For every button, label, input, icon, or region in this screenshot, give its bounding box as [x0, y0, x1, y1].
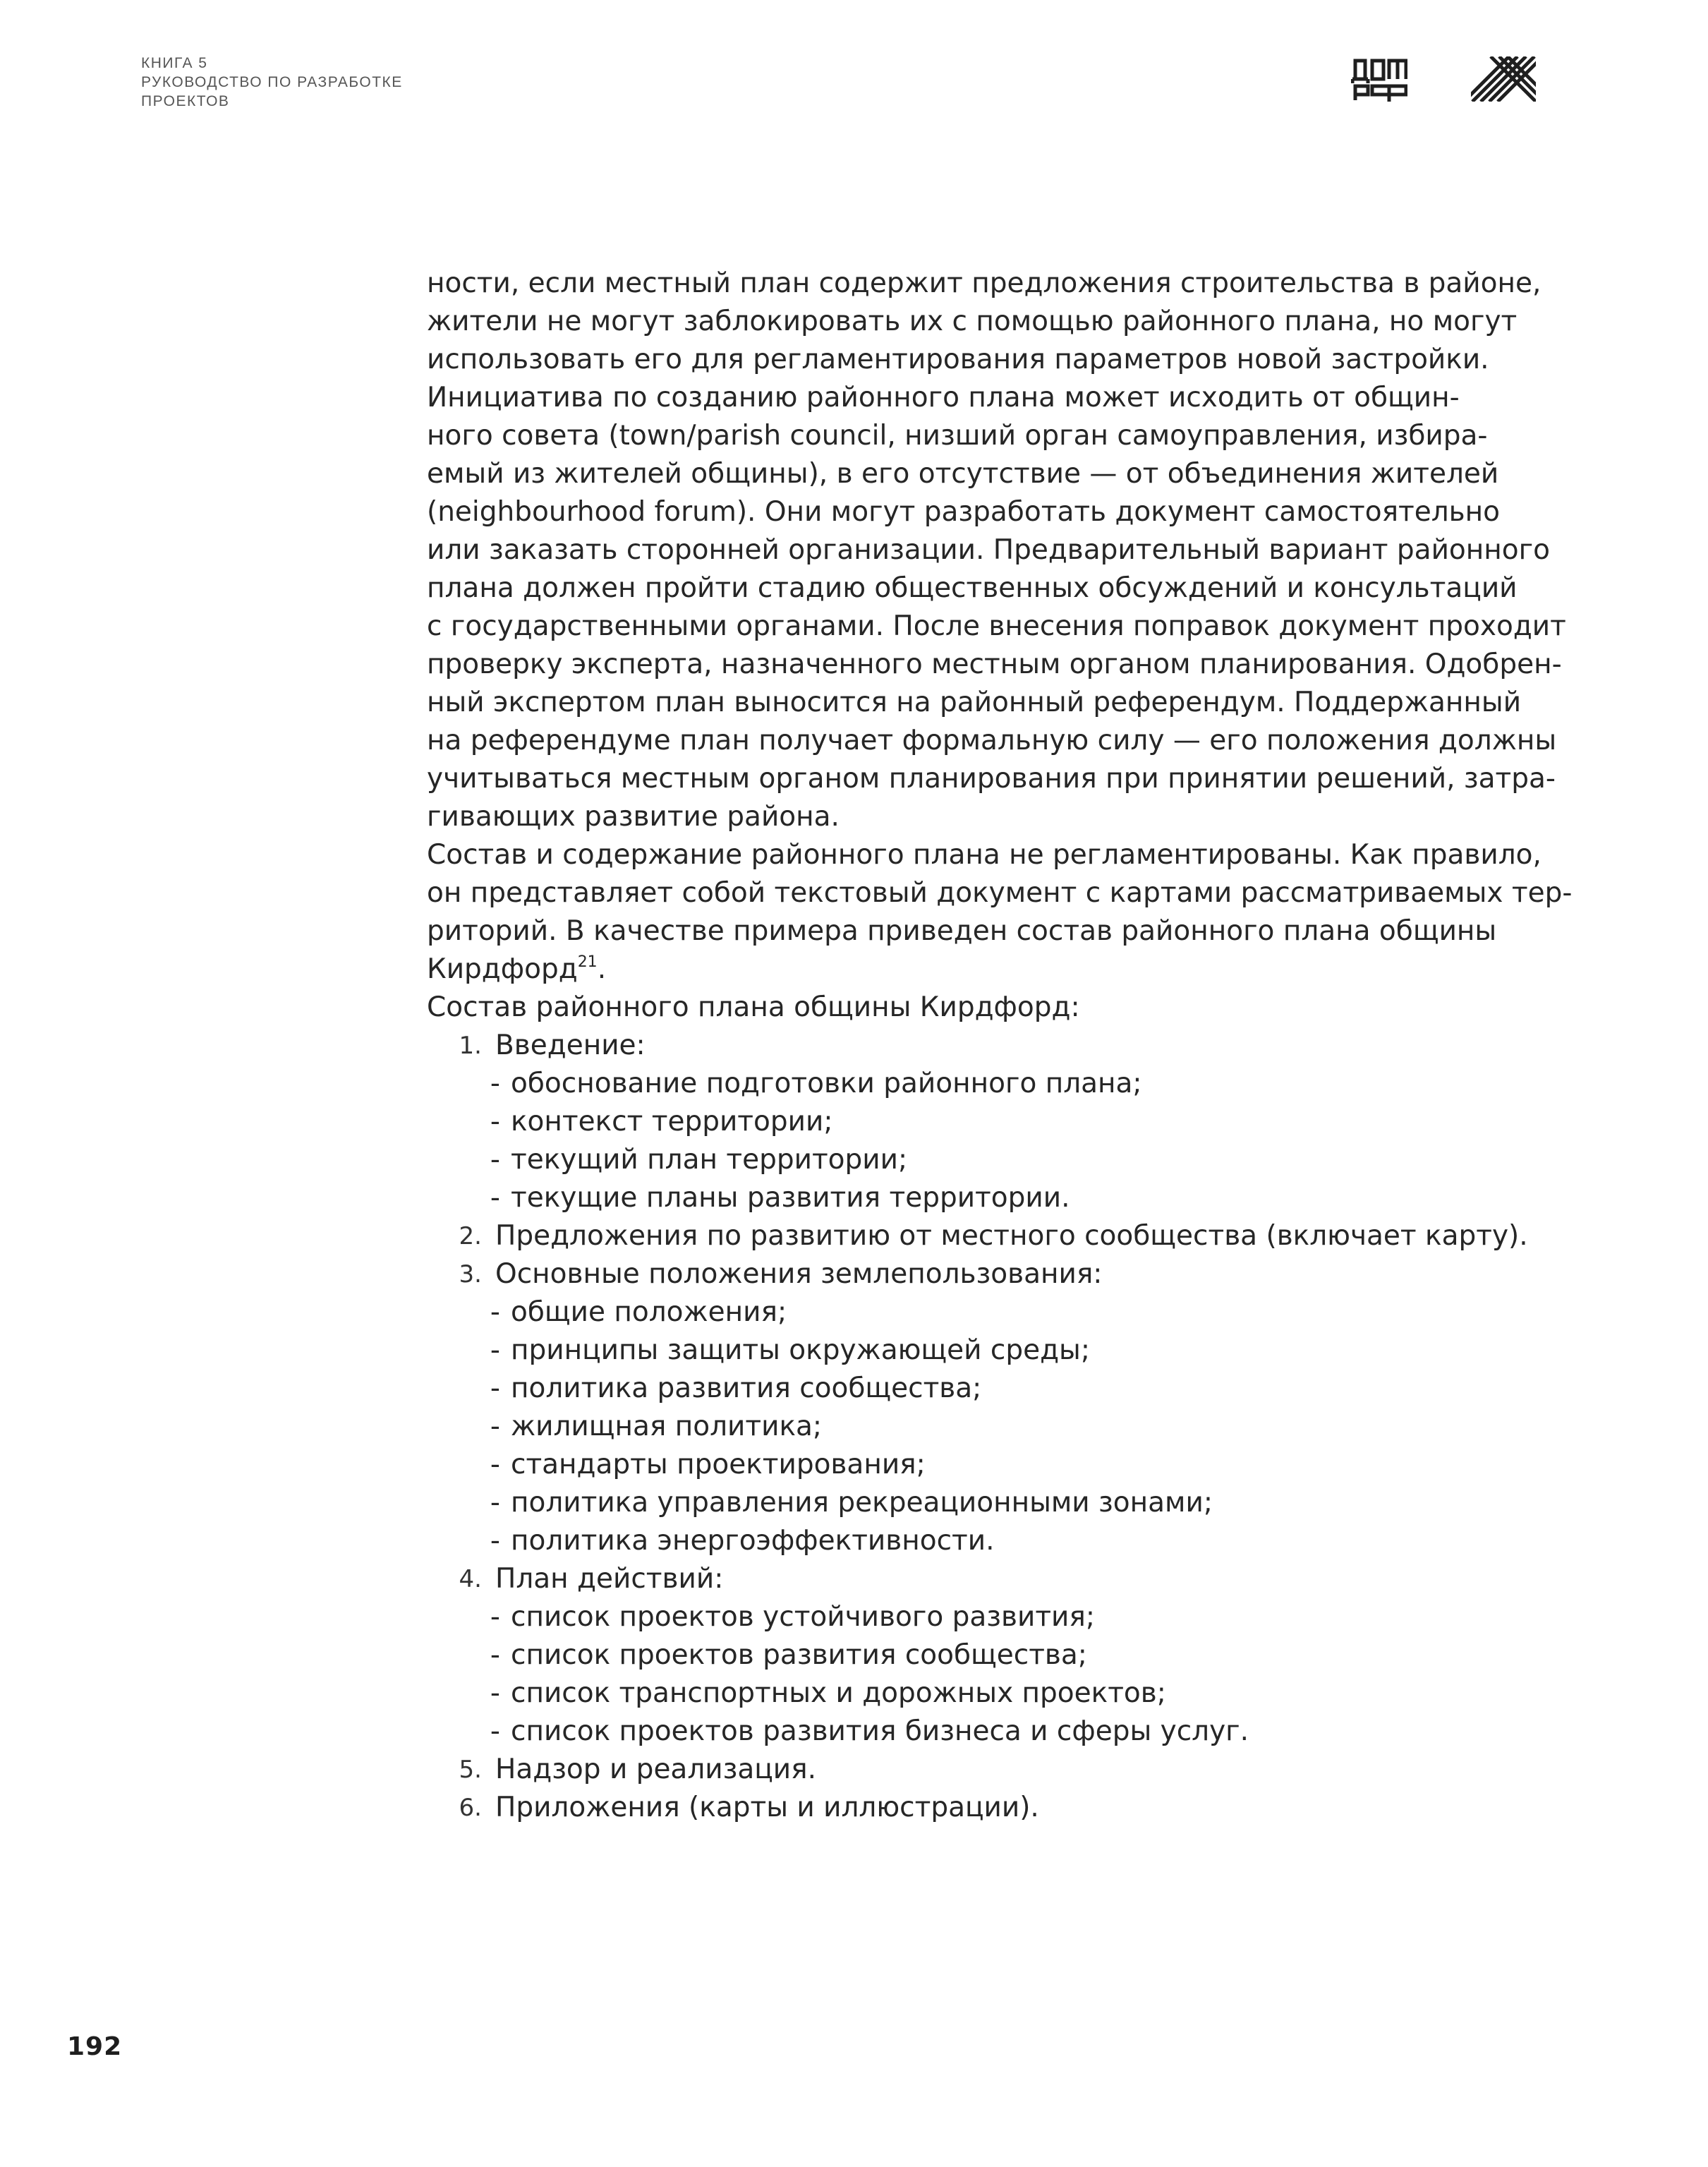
dash-bullet: -	[490, 1677, 500, 1709]
text-line: ный экспертом план выносится на районный референдум. Поддержанный	[427, 687, 1522, 718]
sublist-item	[427, 1408, 1527, 1446]
dash-bullet: -	[490, 1182, 500, 1214]
dash-bullet: -	[490, 1639, 500, 1671]
text-line: использовать его для регламентирования параметров новой застройки.	[427, 344, 1489, 375]
text-line: он представляет собой текстовый документ с картами рассматриваемых тер-	[427, 877, 1573, 909]
text-line: Инициатива по созданию районного плана может исходить от общин-	[427, 382, 1460, 414]
text-line: Состав и содержание районного плана не регламентированы. Как правило,	[427, 839, 1542, 871]
list-item-number: 3.	[459, 1260, 482, 1288]
sublist-item-text: текущие планы развития территории.	[511, 1182, 1070, 1214]
text-line: (neighbourhood forum). Они могут разработать документ самостоятельно	[427, 496, 1501, 528]
sublist-item-text: список транспортных и дорожных проектов;	[511, 1677, 1166, 1709]
list-item-number: 4.	[459, 1565, 482, 1593]
sublist-item	[427, 1141, 1527, 1179]
list-item-label: Надзор и реализация.	[495, 1753, 816, 1785]
dash-bullet: -	[490, 1525, 500, 1557]
dash-bullet: -	[490, 1144, 500, 1176]
text-line: ного совета (town/parish council, низший орган самоуправления, избира-	[427, 420, 1488, 452]
sublist	[427, 1065, 1527, 1217]
text-line: с государственными органами. После внесения поправок документ проходит	[427, 610, 1566, 642]
sublist-item-text: контекст территории;	[511, 1106, 833, 1137]
text-line: гивающих развитие района.	[427, 801, 840, 833]
text-line: на референдуме план получает формальную силу — его положения должны	[427, 725, 1557, 756]
text-line: жители не могут заблокировать их с помощью районного плана, но могут	[427, 306, 1518, 337]
text-line-with-footnote	[427, 950, 1527, 989]
running-head	[141, 54, 403, 111]
sublist-item	[427, 1179, 1527, 1217]
text-fragment: .	[597, 953, 607, 985]
paragraph-2	[427, 379, 1566, 836]
list-item-row	[427, 1560, 1527, 1598]
page-number: 192	[67, 2032, 123, 2061]
list-item-label: Введение:	[495, 1030, 646, 1061]
running-head-line-2: РУКОВОДСТВО ПО РАЗРАБОТКЕ	[141, 74, 403, 90]
text-line: риторий. В качестве примера приведен состав районного плана общины	[427, 915, 1497, 947]
text-fragment: Кирдфорд	[427, 953, 578, 985]
list-item-row	[427, 1217, 1527, 1255]
sublist-item	[427, 1674, 1527, 1713]
text-line: проверку эксперта, назначенного местным органом планирования. Одобрен-	[427, 648, 1562, 680]
sublist-item-text: принципы защиты окружающей среды;	[511, 1334, 1090, 1366]
text-line: или заказать сторонней организации. Предварительный вариант районного	[427, 534, 1550, 566]
sublist-item-text: общие положения;	[511, 1296, 787, 1328]
list-item-row	[427, 1027, 1527, 1065]
list-item-number: 5.	[459, 1756, 482, 1784]
list-item-label: Приложения (карты и иллюстрации).	[495, 1792, 1039, 1823]
list-item-number: 1.	[459, 1032, 482, 1060]
sublist-item-text: обоснование подготовки районного плана;	[511, 1068, 1142, 1099]
sublist-item	[427, 1103, 1527, 1141]
paragraph-3	[427, 836, 1573, 989]
dash-bullet: -	[490, 1715, 500, 1747]
sublist-item	[427, 1636, 1527, 1674]
dash-bullet: -	[490, 1296, 500, 1328]
composition-list-section	[427, 989, 1527, 1827]
list-item	[427, 1255, 1527, 1560]
dom-rf-logo-icon	[1351, 56, 1407, 102]
sublist-item	[427, 1598, 1527, 1636]
sublist-item-text: список проектов развития бизнеса и сферы услуг.	[511, 1715, 1249, 1747]
sublist-item	[427, 1484, 1527, 1522]
list-item	[427, 1027, 1527, 1217]
composition-list-title: Состав районного плана общины Кирдфорд:	[427, 991, 1080, 1023]
dash-bullet: -	[490, 1106, 500, 1137]
list-item	[427, 1560, 1527, 1751]
text-line: ности, если местный план содержит предложения строительства в районе,	[427, 267, 1542, 299]
dash-bullet: -	[490, 1601, 500, 1633]
main-content	[427, 265, 1573, 1827]
dash-bullet: -	[490, 1411, 500, 1442]
text-line: учитываться местным органом планирования при принятии решений, затра-	[427, 763, 1556, 795]
sublist-item-text: политика управления рекреационными зонами;	[511, 1487, 1213, 1519]
list-item-label: План действий:	[495, 1563, 724, 1595]
dash-bullet: -	[490, 1334, 500, 1366]
running-head-line-3: ПРОЕКТОВ	[141, 93, 230, 109]
list-item-number: 6.	[459, 1794, 482, 1822]
sublist-item	[427, 1332, 1527, 1370]
sublist-item-text: политика энергоэффективности.	[511, 1525, 995, 1557]
dash-bullet: -	[490, 1068, 500, 1099]
composition-list	[427, 1027, 1527, 1827]
sublist-item-text: список проектов устойчивого развития;	[511, 1601, 1095, 1633]
sublist-item-text: список проектов развития сообщества;	[511, 1639, 1087, 1671]
footnote-reference[interactable]: 21	[577, 953, 598, 971]
list-item	[427, 1217, 1527, 1255]
list-item	[427, 1751, 1527, 1789]
sublist-item	[427, 1713, 1527, 1751]
paragraph-1	[427, 265, 1542, 379]
sublist-item	[427, 1522, 1527, 1560]
sublist	[427, 1293, 1527, 1560]
text-line: емый из жителей общины), в его отсутствие — от объединения жителей	[427, 458, 1499, 490]
dash-bullet: -	[490, 1372, 500, 1404]
list-item-row	[427, 1255, 1527, 1293]
list-item-number: 2.	[459, 1222, 482, 1250]
diagonal-pattern-logo-icon	[1471, 56, 1536, 102]
sublist-item	[427, 1293, 1527, 1332]
sublist-item	[427, 1446, 1527, 1484]
sublist	[427, 1598, 1527, 1751]
list-item	[427, 1789, 1527, 1827]
sublist-item	[427, 1065, 1527, 1103]
sublist-item	[427, 1370, 1527, 1408]
dash-bullet: -	[490, 1449, 500, 1480]
text-line: плана должен пройти стадию общественных обсуждений и консультаций	[427, 572, 1518, 604]
sublist-item-text: стандарты проектирования;	[511, 1449, 926, 1480]
list-item-row	[427, 1751, 1527, 1789]
sublist-item-text: политика развития сообщества;	[511, 1372, 982, 1404]
dash-bullet: -	[490, 1487, 500, 1519]
sublist-item-text: текущий план территории;	[511, 1144, 908, 1176]
list-item-label: Предложения по развитию от местного сообщества (включает карту).	[495, 1220, 1528, 1252]
list-item-row	[427, 1789, 1527, 1827]
sublist-item-text: жилищная политика;	[511, 1411, 823, 1442]
running-head-line-1: КНИГА 5	[141, 55, 208, 71]
list-item-label: Основные положения землепользования:	[495, 1258, 1103, 1290]
